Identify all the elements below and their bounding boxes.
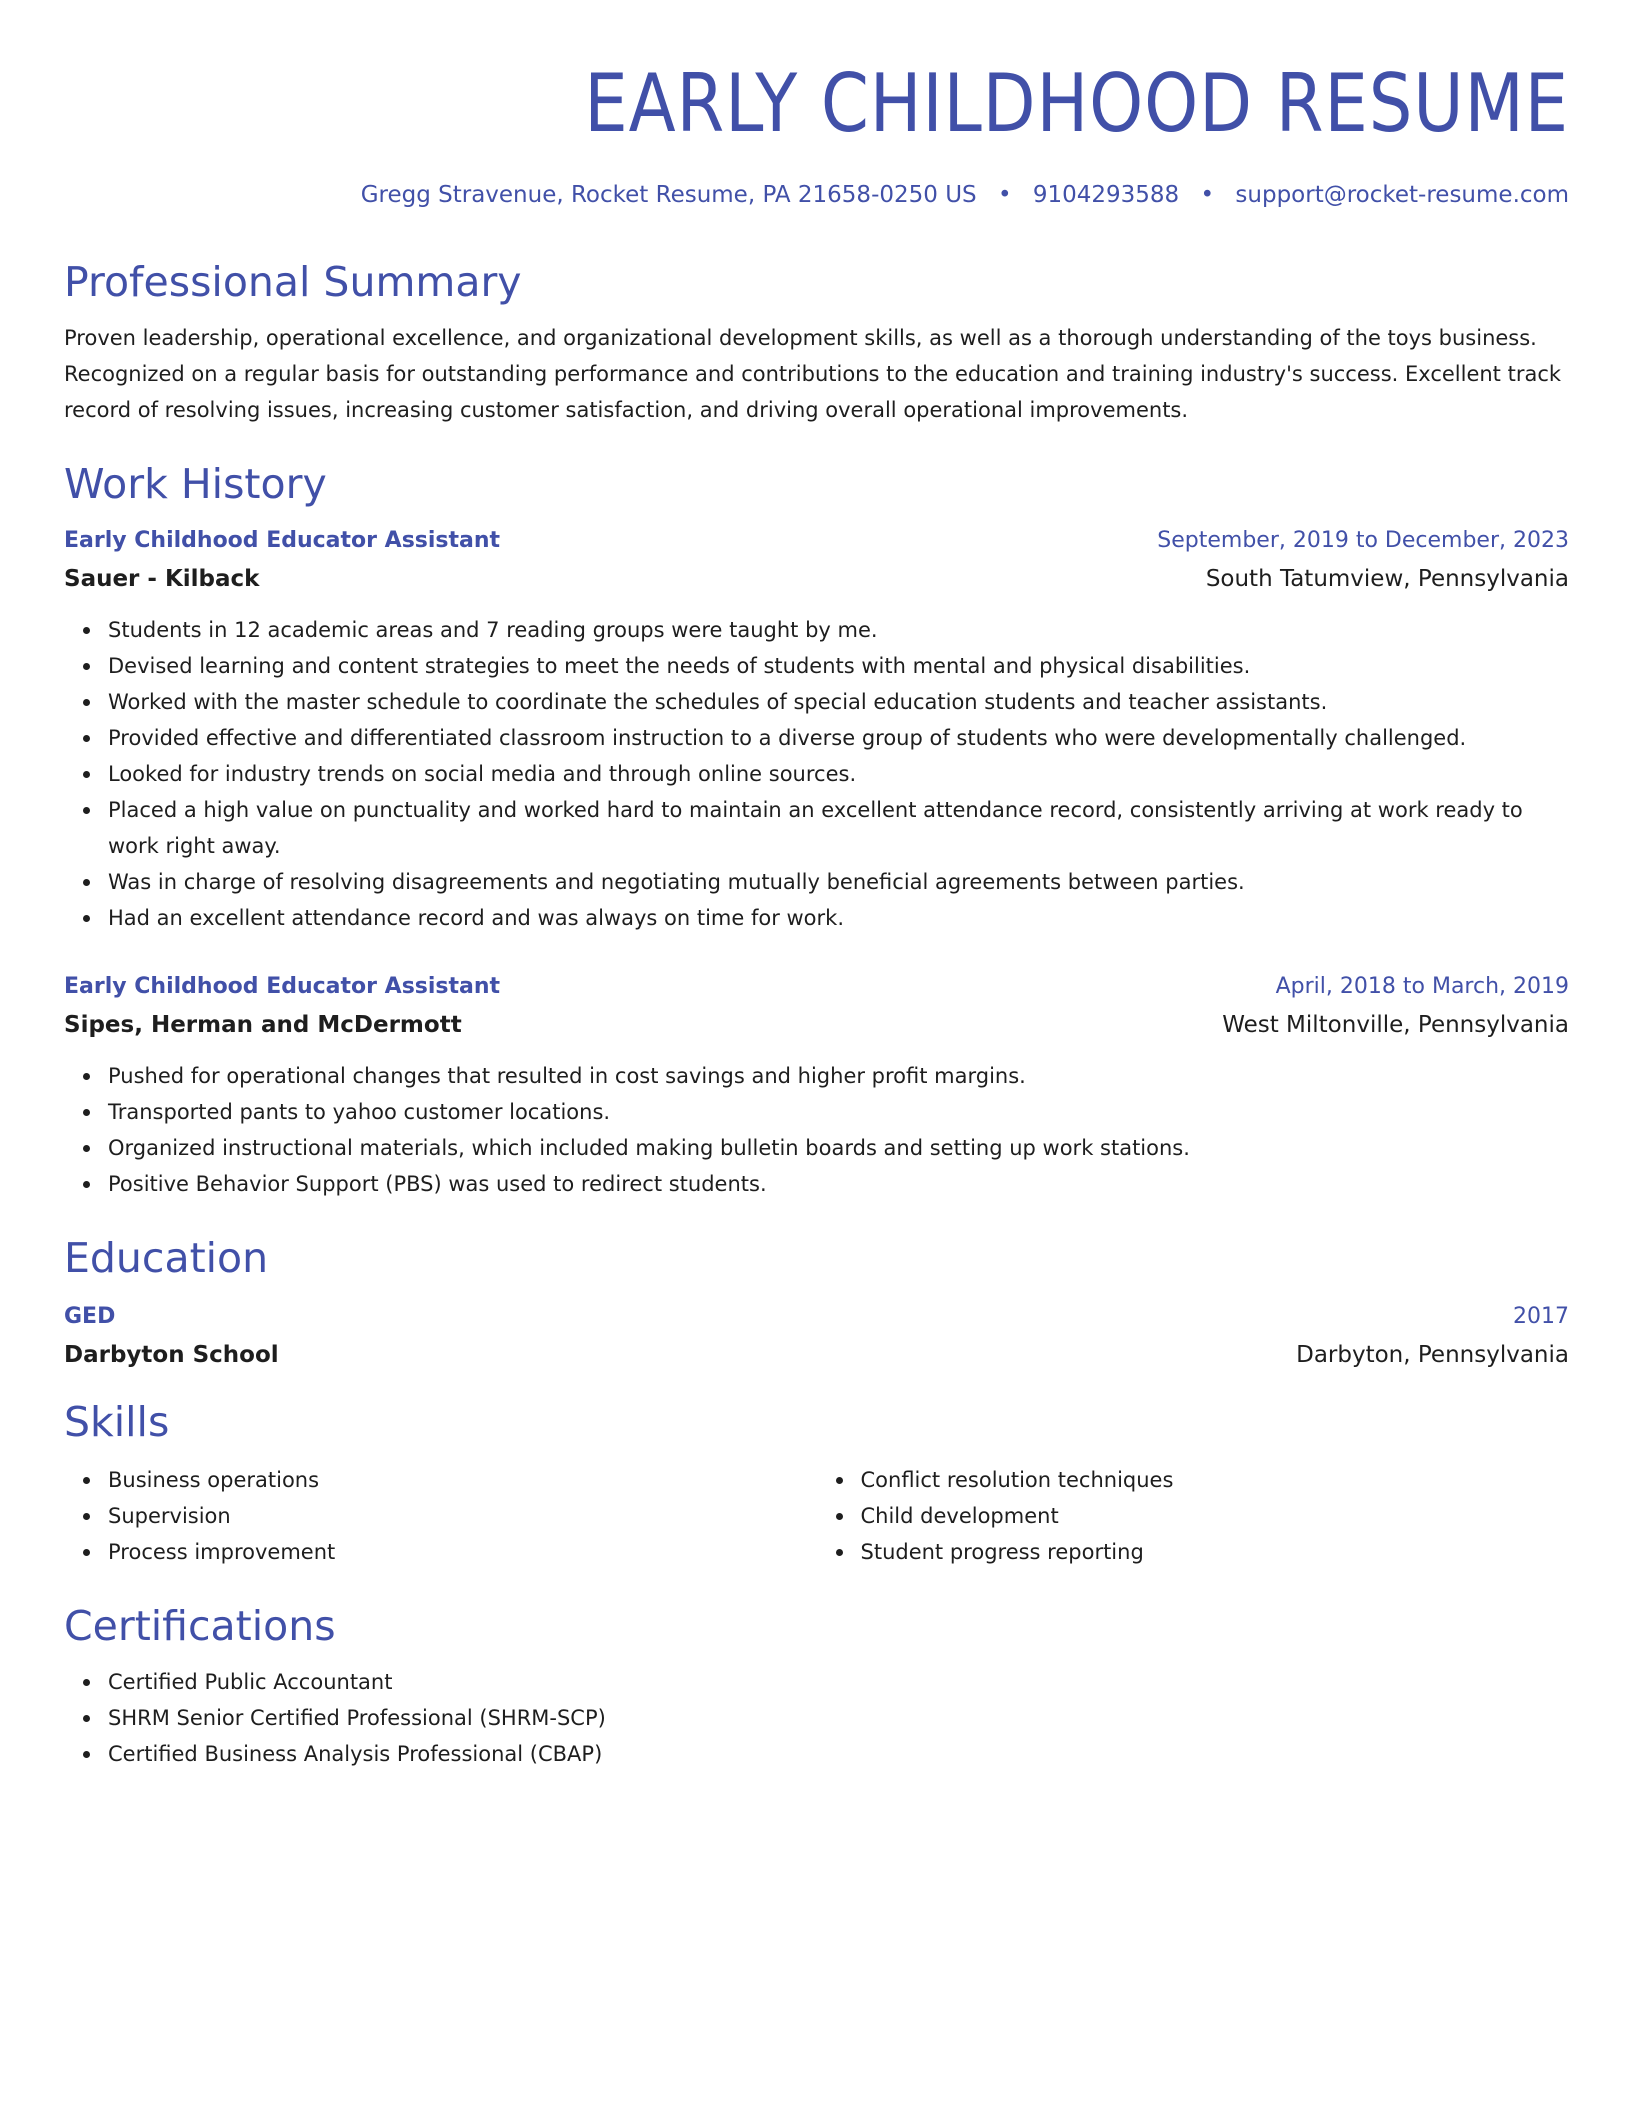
contact-separator: • — [1200, 182, 1215, 208]
job-entry — [64, 968, 1569, 1202]
job-bullet: Devised learning and content strategies to meet the needs of students with mental and physical disabilities. — [108, 648, 1569, 684]
skills-list-right — [817, 1462, 1570, 1570]
job-header — [64, 968, 1569, 1006]
skill-item: Supervision — [108, 1498, 817, 1534]
summary-section — [64, 256, 1569, 428]
job-role: Early Childhood Educator Assistant — [64, 528, 501, 553]
contact-phone: 9104293588 — [1032, 182, 1180, 208]
job-subheader — [64, 560, 1569, 598]
job-bullets — [64, 1058, 1569, 1202]
job-role: Early Childhood Educator Assistant — [64, 974, 501, 999]
education-header — [64, 1298, 1569, 1336]
job-location: South Tatumview, Pennsylvania — [1205, 566, 1569, 592]
skill-item: Student progress reporting — [861, 1534, 1570, 1570]
job-bullet: Positive Behavior Support (PBS) was used to redirect students. — [108, 1166, 1569, 1202]
job-subheader — [64, 1006, 1569, 1044]
job-bullet: Pushed for operational changes that resulted in cost savings and higher profit margins. — [108, 1058, 1569, 1094]
education-school: Darbyton School — [64, 1342, 279, 1368]
resume-name: EARLY CHILDHOOD RESUME — [584, 57, 1569, 150]
job-dates: April, 2018 to March, 2019 — [1275, 974, 1569, 999]
job-bullet: Placed a high value on punctuality and worked hard to maintain an excellent attendance record, consistently arriving at work ready to work right away. — [108, 792, 1569, 864]
certifications-section — [64, 1600, 1569, 1772]
skill-item: Business operations — [108, 1462, 817, 1498]
education-location: Darbyton, Pennsylvania — [1296, 1342, 1569, 1368]
contact-line — [64, 180, 1569, 210]
job-header — [64, 522, 1569, 560]
education-section — [64, 1232, 1569, 1374]
skill-item: Conflict resolution techniques — [861, 1462, 1570, 1498]
certifications-list — [64, 1664, 1569, 1772]
job-bullet: Was in charge of resolving disagreements and negotiating mutually beneficial agreements between parties. — [108, 864, 1569, 900]
education-subheader — [64, 1336, 1569, 1374]
contact-separator: • — [997, 182, 1012, 208]
education-year: 2017 — [1513, 1304, 1569, 1329]
work-history-section — [64, 458, 1569, 1202]
job-bullet: Had an excellent attendance record and was always on time for work. — [108, 900, 1569, 936]
summary-text: Proven leadership, operational excellence, and organizational development skills, as well as a thorough understanding of the toys business. Recognized on a regular basis for outstanding performance and contributions to the education and training industry's success. Excellent track record of resolving issues, increasing customer satisfaction, and driving overall operational improvements. — [64, 326, 1562, 422]
skill-item: Child development — [861, 1498, 1570, 1534]
job-bullet: Looked for industry trends on social media and through online sources. — [108, 756, 1569, 792]
job-bullet: Provided effective and differentiated classroom instruction to a diverse group of students who were developmentally challenged. — [108, 720, 1569, 756]
job-bullet: Students in 12 academic areas and 7 reading groups were taught by me. — [108, 612, 1569, 648]
skills-list-left — [64, 1462, 817, 1570]
certification-item: SHRM Senior Certified Professional (SHRM-SCP) — [108, 1700, 1569, 1736]
job-employer: Sauer - Kilback — [64, 566, 260, 592]
education-entry — [64, 1298, 1569, 1374]
education-heading: Education — [64, 1234, 269, 1282]
contact-email[interactable]: support@rocket-resume.com — [1235, 182, 1569, 208]
skill-item: Process improvement — [108, 1534, 817, 1570]
contact-address: Gregg Stravenue, Rocket Resume, PA 21658-0250 US — [360, 182, 977, 208]
job-employer: Sipes, Herman and McDermott — [64, 1012, 462, 1038]
job-bullets — [64, 612, 1569, 936]
job-bullet: Organized instructional materials, which included making bulletin boards and setting up work stations. — [108, 1130, 1569, 1166]
job-location: West Miltonville, Pennsylvania — [1222, 1012, 1569, 1038]
job-entry — [64, 522, 1569, 936]
skills-section — [64, 1396, 1569, 1570]
resume-header — [64, 56, 1569, 210]
job-dates: September, 2019 to December, 2023 — [1157, 528, 1569, 553]
certification-item: Certified Business Analysis Professional (CBAP) — [108, 1736, 1569, 1772]
job-bullet: Worked with the master schedule to coordinate the schedules of special education students and teacher assistants. — [108, 684, 1569, 720]
summary-heading: Professional Summary — [64, 258, 522, 306]
work-history-heading: Work History — [64, 460, 327, 508]
job-bullet: Transported pants to yahoo customer locations. — [108, 1094, 1569, 1130]
skills-columns — [64, 1450, 1569, 1570]
certifications-heading: Certifications — [64, 1602, 336, 1650]
certification-item: Certified Public Accountant — [108, 1664, 1569, 1700]
skills-heading: Skills — [64, 1398, 170, 1446]
education-degree: GED — [64, 1304, 116, 1329]
